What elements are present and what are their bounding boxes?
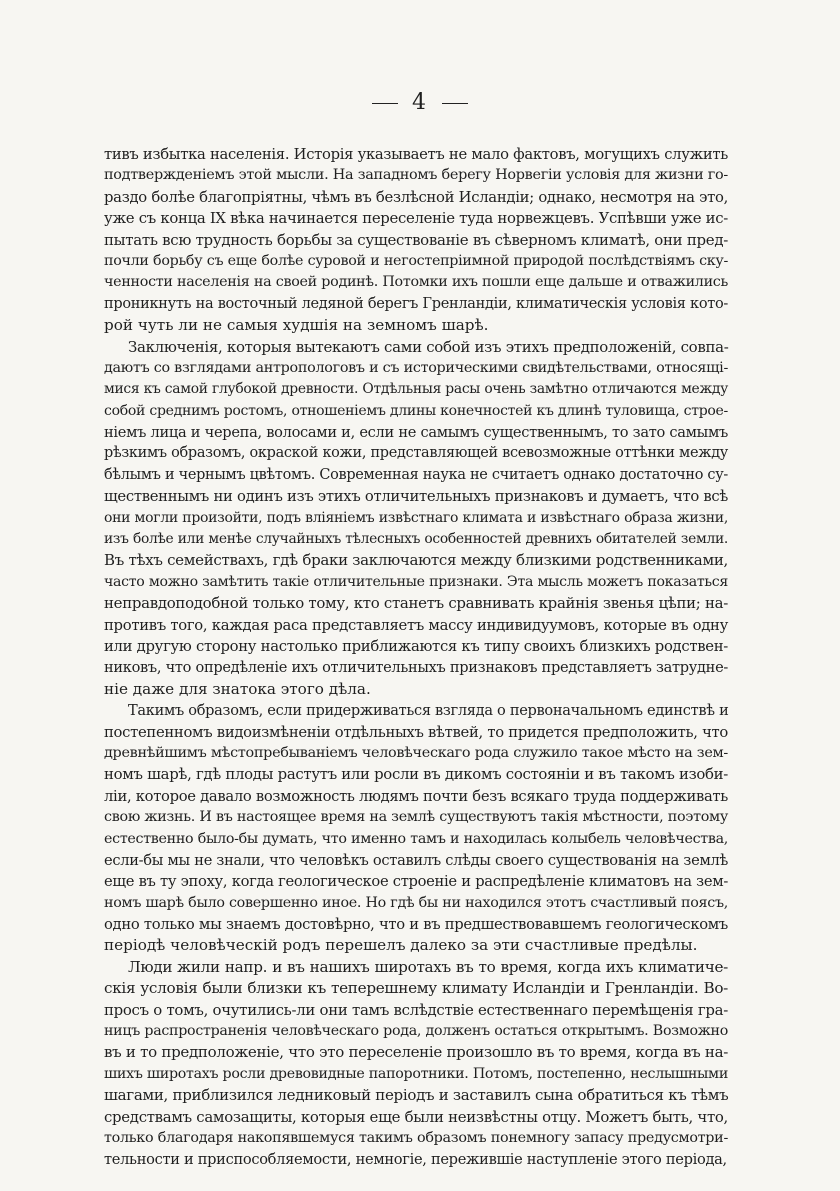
header-dash-right (442, 103, 468, 104)
text-line: ліи, которое давало возможность людямъ почти безъ всякаго труда поддерживать (104, 787, 728, 805)
text-line: или другую сторону настолько приближаются къ типу своихъ близкихъ родствен- (104, 637, 728, 655)
text-line: противъ того, каждая раса представляетъ массу индивидуумовъ, которые въ одну (104, 616, 728, 634)
paragraph (104, 700, 728, 957)
text-line: номъ шарѣ было совершенно иное. Но гдѣ бы ни находился этотъ счастливый поясъ, (104, 894, 728, 911)
text-line: ніемъ лица и черепа, волосами и, если не самымъ существеннымъ, то зато самымъ (104, 424, 728, 442)
text-line: подтвержденіемъ этой мысли. На западномъ берегу Норвегіи условія для жизни го- (104, 167, 728, 184)
page-header (0, 90, 840, 115)
text-line: періодѣ человѣческій родъ перешелъ далеко за эти счастливые предѣлы. (104, 936, 698, 955)
paragraph (104, 957, 728, 1171)
text-line: неправдоподобной только тому, кто станетъ сравнивать крайнія звенья цѣпи; на- (104, 594, 728, 613)
text-line: въ и то предположеніе, что это переселеніе произошло въ то время, когда въ на- (104, 1043, 728, 1062)
text-line: древнѣйшимъ мѣстопребываніемъ человѣческаго рода служило такое мѣсто на зем- (104, 744, 728, 761)
text-line: еще въ ту эпоху, когда геологическое строеніе и распредѣленіе климатовъ на зем- (104, 873, 728, 891)
text-line: собой среднимъ ростомъ, отношеніемъ длины конечностей къ длинѣ туловища, строе- (104, 402, 728, 419)
text-line: щественнымъ ни одинъ изъ этихъ отличительныхъ признаковъ и думаетъ, что всѣ (104, 488, 728, 506)
text-line: свою жизнь. И въ настоящее время на землѣ существуютъ такія мѣстности, поэтому (104, 809, 728, 826)
text-line: шихъ широтахъ росли древовидные папоротники. Потомъ, постепенно, неслышными (104, 1065, 728, 1082)
body-text (104, 144, 728, 1171)
text-line: Люди жили напр. и въ нашихъ широтахъ въ то время, когда ихъ климатиче- (128, 957, 728, 976)
text-line: постепенномъ видоизмѣненіи отдѣльныхъ вѣтвей, то придется предположить, что (104, 723, 728, 741)
text-line: одно только мы знаемъ достовѣрно, что и въ предшествовавшемъ геологическомъ (104, 916, 728, 934)
text-line: тивъ избытка населенія. Исторія указываетъ не мало фактовъ, могущихъ служить (104, 146, 728, 163)
text-line: ніе даже для знатока этого дѣла. (104, 679, 371, 698)
paragraph (104, 144, 728, 337)
text-line: изъ болѣе или менѣе случайныхъ тѣлесныхъ особенностей древнихъ обитателей земли. (104, 531, 728, 548)
text-line: никовъ, что опредѣленіе ихъ отличительныхъ признаковъ представляетъ затрудне- (104, 659, 728, 677)
text-line: рѣзкимъ образомъ, окраской кожи, представляющей всевозможные оттѣнки между (104, 445, 728, 462)
text-line: если-бы мы не знали, что человѣкъ оставилъ слѣды своего существованія на землѣ (104, 851, 728, 869)
text-line: бѣлымъ и чернымъ цвѣтомъ. Современная наука не считаетъ однако достаточно су- (104, 466, 728, 483)
text-line: скія условія были близки къ теперешнему климату Исландіи и Гренландіи. Во- (104, 979, 728, 998)
text-line: пытать всю трудность борьбы за существованіе въ сѣверномъ климатѣ, они пред- (104, 230, 728, 249)
text-line: рой чуть ли не самыя худшія на земномъ шарѣ. (104, 316, 489, 335)
header-dash-left (372, 103, 398, 104)
paragraph (104, 337, 728, 701)
text-line: только благодаря накопявшемуся такимъ образомъ понемногу запасу предусмотри- (104, 1129, 728, 1146)
text-line: раздо болѣе благопріятны, чѣмъ въ безлѣсной Исландіи; однако, несмотря на это, (104, 188, 728, 206)
text-line: средствамъ самозащиты, которыя еще были неизвѣстны отцу. Можетъ быть, что, (104, 1107, 728, 1126)
text-line: просъ о томъ, очутились-ли они тамъ вслѣдствіе естественнаго перемѣщенія гра- (104, 1000, 728, 1019)
page-number: 4 (412, 90, 428, 115)
text-line: номъ шарѣ, гдѣ плоды растутъ или росли въ дикомъ состояніи и въ такомъ изоби- (104, 765, 728, 784)
text-line: уже съ конца IX вѣка начинается переселеніе туда норвежцевъ. Успѣвши уже ис- (104, 209, 728, 228)
text-line: Такимъ образомъ, если придерживаться взгляда о первоначальномъ единствѣ и (128, 702, 729, 720)
text-line: тельности и приспособляемости, немногіе, пережившіе наступленіе этого періода, (104, 1151, 727, 1169)
text-line: мися къ самой глубокой древности. Отдѣльныя расы очень замѣтно отличаются между (104, 381, 728, 398)
text-line: почли борьбу съ еще болѣе суровой и негостепріимной природой послѣдствіямъ ску- (104, 252, 728, 269)
text-line: они могли произойти, подъ вліяніемъ извѣстнаго климата и извѣстнаго образа жизни, (104, 509, 728, 526)
text-line: даютъ со взглядами антропологовъ и съ историческими свидѣтельствами, относящі- (104, 359, 728, 376)
text-line: естественно было-бы думать, что именно тамъ и находилась колыбель человѣчества, (104, 830, 728, 847)
text-line: Заключенія, которыя вытекаютъ сами собой изъ этихъ предположеній, совпа- (128, 337, 729, 356)
text-line: часто можно замѣтить такіе отличительные признаки. Эта мысль можетъ показаться (104, 573, 728, 590)
text-line: ницъ распространенія человѣческаго рода, долженъ остаться открытымъ. Возможно (104, 1023, 728, 1040)
text-line: ченности населенія на своей родинѣ. Потомки ихъ пошли еще дальше и отважились (104, 274, 728, 291)
text-line: шагами, приблизился ледниковый періодъ и заставилъ сына обратиться къ тѣмъ (104, 1086, 729, 1105)
text-line: Въ тѣхъ семействахъ, гдѣ браки заключаются между близкими родственниками, (104, 551, 728, 570)
text-line: проникнуть на восточный ледяной берегъ Гренландіи, климатическія условія кото- (104, 295, 728, 312)
